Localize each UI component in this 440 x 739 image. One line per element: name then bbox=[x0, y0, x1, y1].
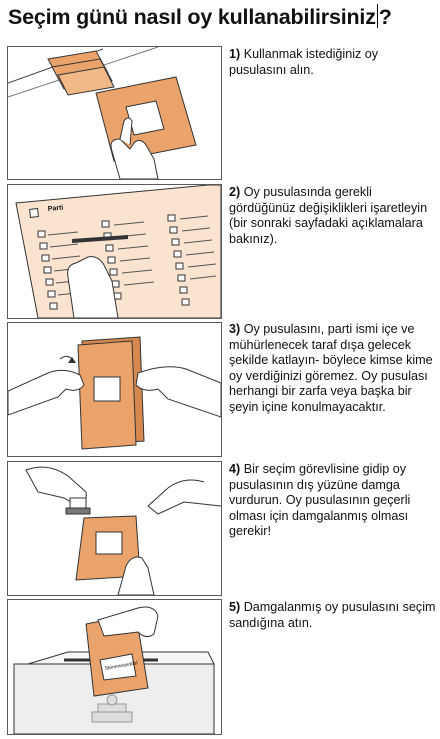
text-cursor bbox=[377, 4, 378, 28]
illustration-stamp-ballot bbox=[7, 461, 222, 596]
step-4-text: 4) Bir seçim görevlisine gidip oy pusulasının dış yüzüne damga vurdurun. Oy pusulasının geçerli olması için damgalanmış olması gerekir! bbox=[229, 462, 411, 539]
step-5-text: 5) Damgalanmış oy pusulasını seçim sandığına atın. bbox=[229, 600, 436, 630]
page-title: Seçim günü nasıl oy kullanabilirsiniz ? bbox=[8, 5, 392, 29]
ballot-stamp-label: Stemmeseddel bbox=[104, 660, 139, 672]
step-3-text: 3) Oy pusulasını, parti ismi içe ve mühürlenecek taraf dışa gelecek şekilde katlayın- böylece kimse kime oy verdiğinizi göremez. Oy pusulası herhangi bir zarfa veya başka bir şeyin içine konulmayacaktır. bbox=[229, 322, 433, 414]
step-2-text: 2) Oy pusulasında gerekli gördüğünüz değişiklikleri işaretleyin (bir sonraki sayfadaki açıklamalara bakınız). bbox=[229, 185, 428, 246]
illustration-take-ballot bbox=[7, 46, 222, 180]
illustration-fold-ballot bbox=[7, 322, 222, 457]
ballot-party-label: Parti bbox=[47, 204, 64, 213]
illustration-mark-ballot bbox=[7, 184, 222, 319]
step-1-text: 1) Kullanmak istediğiniz oy pusulasını alın. bbox=[229, 47, 379, 77]
illustration-cast-ballot bbox=[7, 599, 222, 735]
